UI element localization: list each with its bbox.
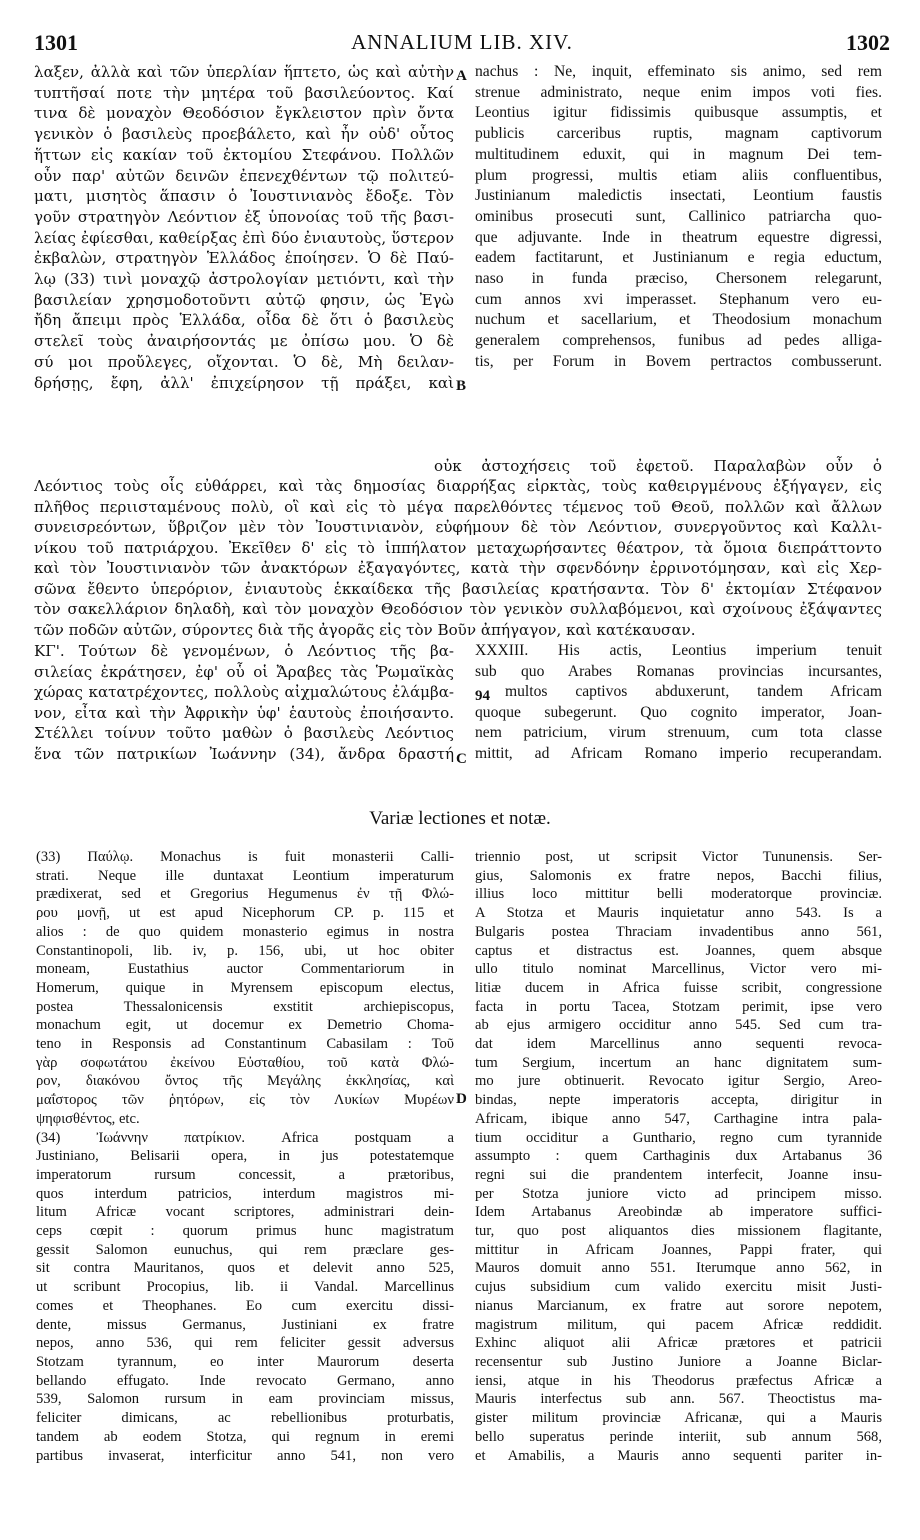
latin-line: generalem comprehensos, funibus ad pedes alliga- [475, 332, 882, 350]
note-line: Justiniano, Belisarii opera, in jus potestatemque [36, 1148, 454, 1165]
greek-line: γενικὸν ὁ βασιλεὺς προεβάλετο, καὶ ἦν οὐδ' οὗτος [34, 125, 454, 144]
note-line: per Stotza juniore victo ad principem misso. [475, 1185, 882, 1202]
note-line: Idem Artabanus Areobindæ ab imperatore suffici- [475, 1204, 882, 1221]
greek-line: ἥττων εἰς κακίαν τοῦ ἐκτομίου Στεφάνου. Πολλῶν [34, 145, 454, 164]
note-line: Africam, ibique anno 547, Carthagine intra pala- [475, 1110, 882, 1127]
note-line: strati. Neque ille duntaxat Leontium imperaturum [36, 867, 454, 884]
greek-line: ἕνα τῶν πατρικίων Ἰωάννην (34), ἄνδρα δραστή [34, 744, 454, 763]
note-line: mo jure obtinuerit. Revocato igitur Sergio, Areo- [475, 1073, 882, 1090]
note-line: tum Sergium, incertum an hanc dignitatem sum- [475, 1054, 882, 1071]
note-line: γὰρ σοφωτάτου ἐκείνου Εὐσταθίου, τοῦ κατὰ Φλώ- [36, 1054, 454, 1071]
latin-line: eadem factitarunt, et Justinianum e regia eductum, [475, 249, 882, 267]
note-line: Mauris interfectus sub ann. 567. Theoctistus ma- [475, 1391, 882, 1408]
note-line: regni sui die prandentem interfecit, Joanne insu- [475, 1166, 882, 1183]
greek-line: πλῆθος περιισταμένους πολὺ, οἳ καὶ εἰς τὸ μέγα παρελθόντες τέμενος τοῦ Θεοῦ, πολλῶν καὶ ἄλλων [34, 497, 882, 516]
note-line: cujus subsidium cum valido exercitu misit Justi- [475, 1279, 882, 1296]
note-line: monachum egit, ut docemur ex Demetrio Choma- [36, 1017, 454, 1034]
latin-line: ominibus prosecuti sunt, Callinico patriarcha quo- [475, 207, 882, 225]
greek-line: σιλείας ἐκράτησεν, ἐφ' οὗ οἱ Ἄραβες τὰς Ῥωμαϊκὰς [34, 662, 454, 681]
note-line: ab ejus armigero occiditur anno 545. Sed cum tra- [475, 1017, 882, 1034]
latin-line: quoque subegerunt. Quo cognito imperator, Joan- [475, 703, 882, 721]
latin-line: multos captivos abduxerunt, tandem Africam [505, 683, 882, 701]
note-line: partibus invaserat, interficitur anno 541, non vero [36, 1447, 454, 1464]
latin-line: nem patricium, virum strenuum, cum tota classe [475, 724, 882, 742]
margin-letter-c: C [456, 751, 467, 767]
greek-line: συνεισρεόντων, ὕβριζον μὲν τὸν Ἰουστινιανὸν, εὐφήμουν δὲ τὸν Λεόντιον, συνεργοῦντος καὶ Καλλι- [34, 518, 882, 536]
greek-line: Στέλλει τοίνυν τοῦτο μαθὼν ὁ βασιλεὺς Λεόντιος [34, 724, 454, 743]
note-line: gessit Salomon eunuchus, qui rem præclare ges- [36, 1241, 454, 1258]
greek-line: τὸν σακελλάριον δηλαδὴ, καὶ τὸν μοναχὸν Θεοδόσιον τὸν γενικὸν συλλαβόμενοι, καὶ σχοίνους ἐξάψαντες [34, 600, 882, 618]
note-line: ceps cœpit : quorum primus hunc magistratum [36, 1223, 454, 1240]
note-line: tur, quo post aliquantos dies missionem flagitante, [475, 1223, 882, 1240]
greek-line: τῶν ποδῶν αὐτῶν, σύροντες διὰ τῆς ἀγορᾶς εἰς τὸν Βοῦν ἀπήγαγον, καὶ κατέκαυσαν. [34, 620, 696, 639]
greek-line: ἐκβαλὼν, στρατηγὸν Ἑλλάδος ἐποίησεν. Ὁ δὲ Παύ- [34, 249, 454, 268]
note-line: moneam, Eustathius auctor Commentariorum in [36, 961, 454, 978]
note-line: A Stotza et Mauris inquietatur anno 543. Is a [475, 905, 882, 922]
greek-line: λῳ (33) τινὶ μοναχῷ ἀστρολογίαν μετιόντι, καὶ τὴν [34, 270, 454, 289]
note-line: Bulgaris postea Thraciam invadentibus anno 561, [475, 923, 882, 940]
note-line: bellando effugato. Inde revocato Germano, anno [36, 1372, 454, 1389]
greek-line: βασιλείαν χρησμοδοτοῦντι αὐτῷ φησιν, ὡς Ἐγὼ [34, 290, 454, 309]
note-line: Homerum, quique in Myrensem episcopum electus, [36, 979, 454, 996]
greek-line: τυπτῆσαί ποτε τὴν μητέρα τοῦ βασιλεύοντος. Καί [34, 83, 454, 102]
note-line: ψηφισθέντος, etc. [36, 1110, 140, 1127]
greek-line: σῶνα ἔθεντο ὑπερόριον, ἐνιαυτοὺς ἑκκαίδεκα τῆς βασιλείας κρατήσαντα. Τὸν δ' ἐκτομίαν Στέφανον [34, 579, 882, 598]
greek-line: ματι, μισητὸς ἅπασιν ὁ Ἰουστινιανὸς ἔδοξε. Τὸν [34, 187, 454, 206]
notes-column-right [475, 848, 882, 1465]
greek-line: νίκου τοῦ πατριάρχου. Ἐκεῖθεν δ' εἰς τὸ ἱππήλατον μεταχωρήσαντες θέατρον, τὰ ὅμοια διεπράττοντο [34, 538, 882, 557]
note-line: illius loco mittitur belli moderatorque provinciæ. [475, 886, 882, 903]
greek-line: Λεόντιος τοὺς οἷς εὐθάρρει, καὶ τὰς δημοσίας διαρρήξας εἱρκτὰς, τοὺς καθειργμένους ἐξήγαγεν, εἰς [34, 477, 882, 495]
note-line: Exhinc aliquot alii Africæ prætores et patricii [475, 1335, 882, 1352]
latin-line: naso in funda præciso, Chersonem relegarunt, [475, 270, 882, 288]
notes-heading: Variæ lectiones et notæ. [369, 808, 551, 829]
greek-line: ΚΓ'. Τούτων δὲ γενομένων, ὁ Λεόντιος τῆς βα- [34, 642, 454, 660]
note-line: Constantinopoli, lib. iv, p. 156, ubi, ut hoc obiter [36, 942, 454, 959]
note-line: mittitur in Africam Joannes, Pappi frater, qui [475, 1241, 882, 1258]
note-line: magistrum militum, qui pacem Africæ reddidit. [475, 1316, 882, 1333]
greek-bridge-line [434, 456, 882, 477]
greek-line: σύ μοι προὔλεγες, οἴχονται. Ὁ δὲ, Μὴ δειλαν- [34, 352, 454, 371]
note-line: captus et distractus est. Joannes, quem absque [475, 942, 882, 959]
greek-line: δρήσῃς, ἔφη, ἀλλ' ἐπιχείρησον τῇ πράξει, καὶ [34, 373, 454, 392]
note-line: bindas, nepte imperatoris accepta, dirigitur in [475, 1092, 882, 1109]
latin-column-section [475, 641, 882, 765]
note-line: bello superatus perinde interiit, sub annum 568, [475, 1428, 882, 1445]
latin-line: strenue administrato, neque enim impos voti fies. [475, 83, 882, 101]
latin-line: sub quo Arabes Romanas provincias incursantes, [475, 662, 882, 680]
note-line: Mauros domuit anno 551. Iterumque anno 562, in [475, 1260, 882, 1277]
greek-line: στελεῖ τοὺς ἀναιρήσοντάς με ὀπίσω μου. Ὁ δὲ [34, 332, 454, 351]
note-line: teno in Responsis ad Constantinum Cabasilam : Τοῦ [36, 1036, 454, 1053]
note-line: ut scribunt Procopius, lib. ii Vandal. Marcellinus [36, 1279, 454, 1296]
note-line: ullo titulo nominat Marcellinus, Victor vero mi- [475, 961, 882, 978]
running-title: ANNALIUM LIB. XIV. [351, 30, 573, 54]
latin-line: Justinianum maledictis insectati, Leontium faustis [475, 187, 882, 205]
latin-line: plum progressi, multis etiam aliis confluentibus, [475, 166, 882, 184]
note-line: comes et Theophanes. Eo cum exercitu dissi- [36, 1297, 454, 1314]
latin-line: mittit, ad Africam Romano imperio recuperandam. [475, 744, 882, 762]
note-line: postea Thessalonicensis exstitit archiepiscopus, [36, 998, 454, 1015]
latin-line: Leontius igitur fidissimis quibusque assumptis, et [475, 104, 882, 122]
greek-column-top [34, 62, 454, 393]
notes-column-left [36, 848, 454, 1465]
latin-line: XXXIII. His actis, Leontius imperium tenuit [475, 642, 882, 659]
margin-letter-a: A [456, 68, 467, 84]
greek-full-width [34, 476, 882, 640]
note-line: quos interdum patricios, interdum magistros mi- [36, 1185, 454, 1202]
page-header [34, 30, 890, 60]
latin-line: tis, per Forum in Bovem pertractos combusserunt. [475, 352, 882, 370]
note-line: prædixerat, sed et Gregorius Hegumenus ἐν τῇ Φλώ- [36, 886, 454, 903]
greek-line: λαξεν, ἀλλὰ καὶ τῶν ὑπερλίαν ἥπτετο, ὡς καὶ αὐτὴν [34, 63, 454, 81]
note-line: nianus Marcianum, ex fratre aut sorore nepotem, [475, 1297, 882, 1314]
latin-line: multitudinem eduxit, qui in magnum Dei tem- [475, 145, 882, 163]
note-line: litum Africæ vocant scriptores, administrari dein- [36, 1204, 454, 1221]
note-line: imperatorum rursum concessit, a prætoribus, [36, 1166, 454, 1183]
note-line: recensentur sub Justino Juniore a Joanne Biclar- [475, 1353, 882, 1370]
greek-column-section [34, 641, 454, 765]
greek-line: ἤδη ἄπειμι πρὸς Ἑλλάδα, οἶδα δὲ ὅτι ὁ βασιλεὺς [34, 311, 454, 330]
note-line: feliciter dimicans, ac rebellionibus proturbatis, [36, 1410, 454, 1427]
note-line: triennio post, ut scripsit Victor Tununensis. Ser- [475, 849, 882, 865]
section-number: 94 [475, 688, 490, 704]
note-line: sit contra Mauritanos, quos et delevit anno 525, [36, 1260, 454, 1277]
note-line: 539, Salomon rursum in eam provinciam missus, [36, 1391, 454, 1408]
note-line: dente, missus Germanus, Justiniani ex fratre [36, 1316, 454, 1333]
note-line: μαΐστορος τῶν ῥητόρων, εἰς τὸν Λυκίων Μυρέων [36, 1092, 454, 1109]
note-line: iensi, atque in his Theodorus præfectus Africæ a [475, 1372, 882, 1389]
note-line: (34) Ἰωάννην πατρίκιον. Africa postquam a [36, 1129, 454, 1146]
note-line: dat idem Marcellinus anno sequenti revoca- [475, 1036, 882, 1053]
note-line: gius, Salomonis ex fratre nepos, Bacchi filius, [475, 867, 882, 884]
latin-line: nuchum et sacellarium, et Theodosium monachum [475, 311, 882, 329]
latin-line: publicis carceribus ruptis, magnam captivorum [475, 125, 882, 143]
margin-letter-d: D [456, 1091, 467, 1107]
note-line: et Amabilis, a Mauris anno sequenti pariter in- [475, 1447, 882, 1464]
note-line: nepos, anno 536, qui rem feliciter gessit adversus [36, 1335, 454, 1352]
page-number-right: 1302 [846, 30, 890, 55]
note-line: Stotzam tyrannum, eo inter Maurorum deserta [36, 1353, 454, 1370]
greek-line: οὖν παρ' αὐτῶν δεινῶν ἐπενεχθέντων τῷ πολιτεύ- [34, 166, 454, 185]
greek-line: οὐκ ἀστοχήσεις τοῦ ἐφετοῦ. Παραλαβὼν οὖν ὁ [434, 457, 882, 475]
note-line: facta in portu Tacea, Stotzam perimit, ipse vero [475, 998, 882, 1015]
greek-line: νον, εἶτα καὶ τὴν Ἀφρικὴν ὑφ' ἑαυτοὺς ἐποιήσαντο. [34, 703, 454, 722]
note-line: tium occiditur a Gunthario, regno cum tyrannide [475, 1129, 882, 1146]
note-line: assumpto : quem Carthaginis dux Artabanus 36 [475, 1148, 882, 1165]
note-line: ρου μονῇ, ut est apud Nicephorum CP. p. 115 et [36, 905, 454, 922]
latin-line: que adjuvante. Inde in theatrum equestre digressi, [475, 228, 882, 246]
page-number-left: 1301 [34, 30, 78, 55]
note-line: gister militum provinciæ Africanæ, qui a Mauris [475, 1410, 882, 1427]
margin-letter-b: B [456, 378, 467, 394]
note-line: alios : de quo quidem monasterio egimus in nostra [36, 923, 454, 940]
greek-line: λείας ἐφίεσθαι, καθείρξας ἐπὶ δύο ἐνιαυτοὺς, ὕστερον [34, 228, 454, 247]
greek-line: καὶ τὸν Ἰουστινιανὸν τῶν ἀνακτόρων ἐξαγαγόντες, κατὰ τὴν σφενδόνην ἐρρινοτόμησαν, καὶ εἰς Χερ- [34, 559, 882, 577]
note-line: tandem ab eodem Stotza, qui regnum in eremi [36, 1428, 454, 1445]
greek-line: τινα δὲ μοναχὸν Θεοδόσιον ἔγκλειστον πρὶν ὄντα [34, 104, 454, 123]
greek-line: γοῦν στρατηγὸν Λεόντιον ἐξ ὑπονοίας τοῦ τῆς βασι- [34, 207, 454, 226]
latin-line: nachus : Ne, inquit, effeminato sis animo, sed rem [475, 63, 882, 80]
greek-line: χώρας κατατρέχοντες, πολλοὺς αἰχμαλώτους ἐλάμβα- [34, 683, 454, 702]
latin-column-top [475, 62, 882, 373]
latin-line: cum annos xvi imperasset. Stephanum vero eu- [475, 290, 882, 308]
note-line: (33) Παύλῳ. Monachus is fuit monasterii Calli- [36, 849, 454, 865]
note-line: litiæ ducem in Africa fuisse scribit, congressione [475, 979, 882, 996]
note-line: ρον, διακόνου ὄντος τῆς Μεγάλης ἐκκλησίας, καὶ [36, 1073, 454, 1090]
